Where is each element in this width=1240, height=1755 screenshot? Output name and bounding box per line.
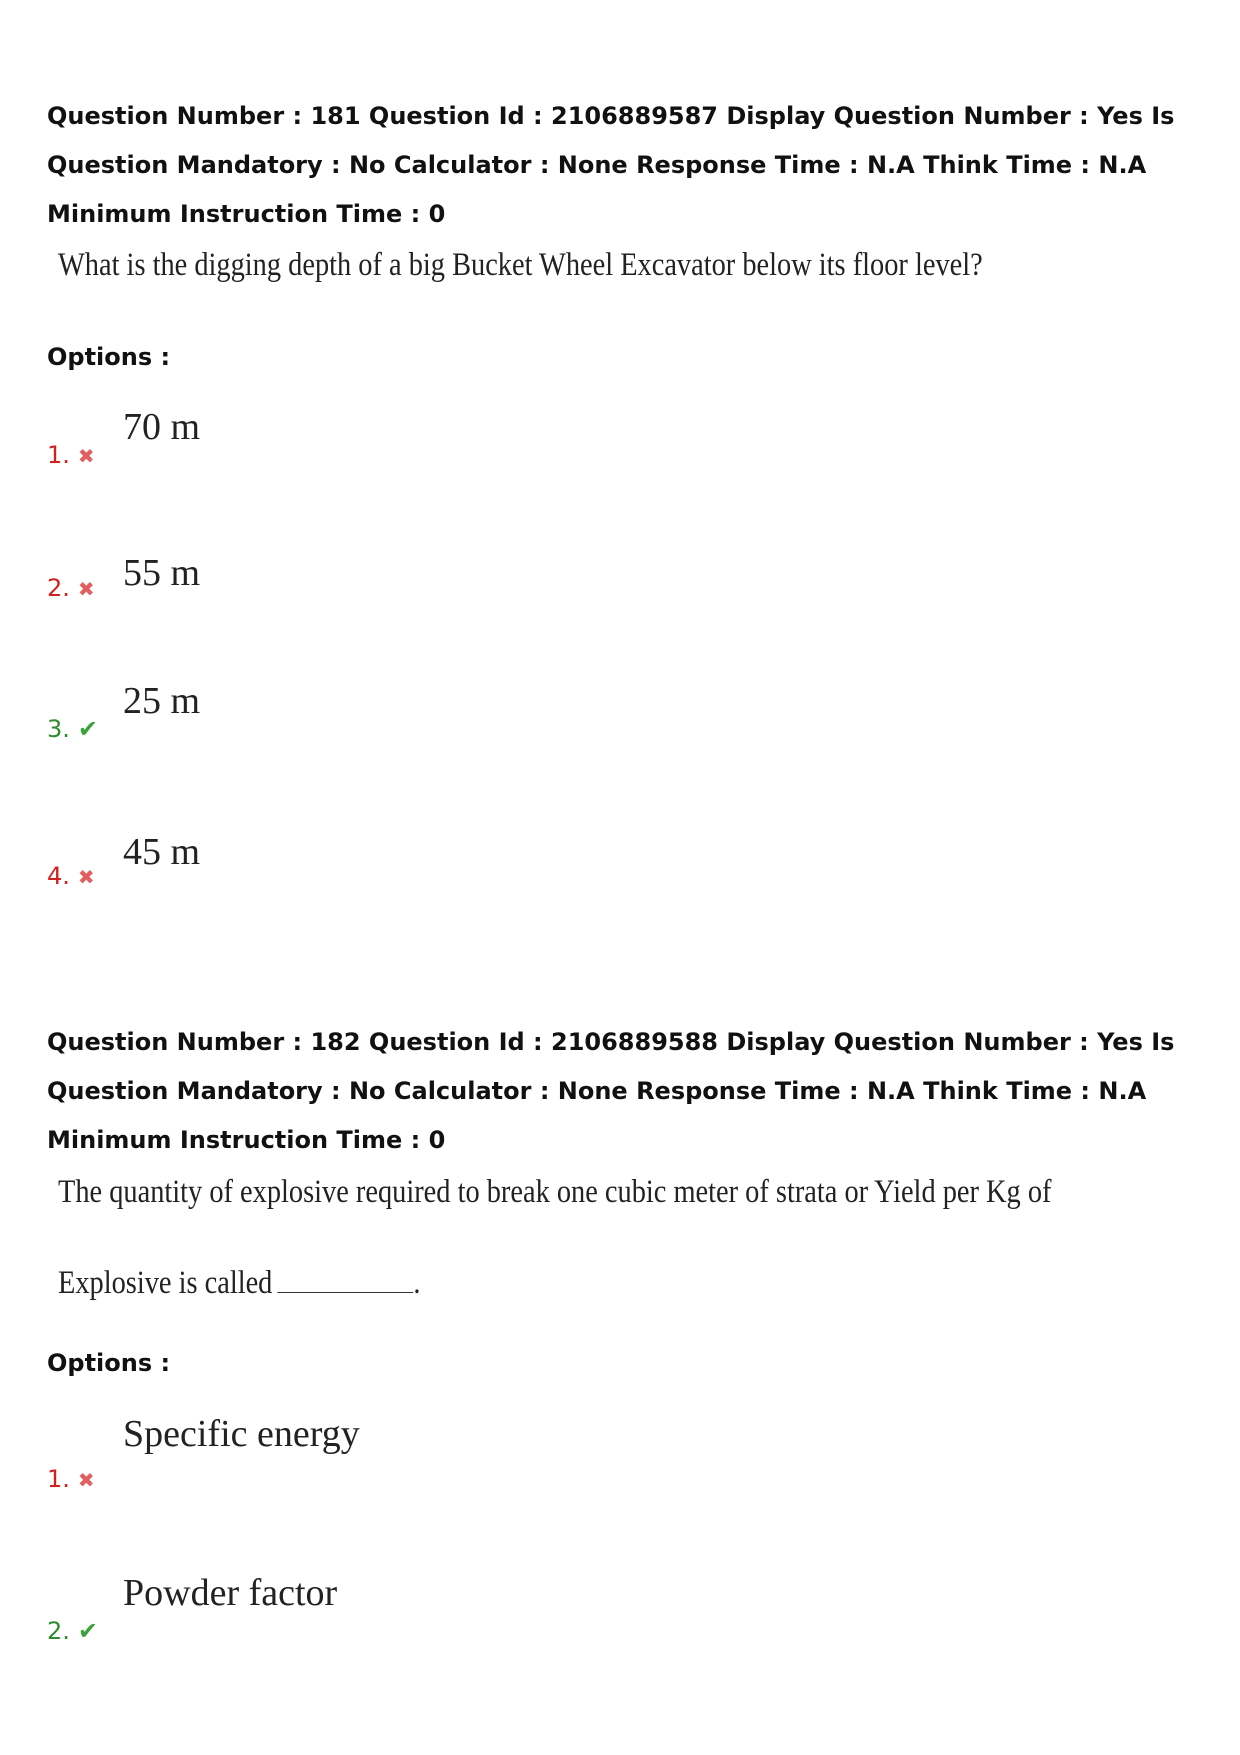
option-number <box>47 1465 95 1493</box>
option-number-text: 1. <box>47 1465 70 1493</box>
option-number <box>47 715 98 743</box>
cross-icon: ✖ <box>77 865 95 889</box>
option-text: 25 m <box>123 680 201 722</box>
option-number <box>47 862 95 890</box>
option-number <box>47 1617 98 1645</box>
option-number-text: 2. <box>47 1617 70 1645</box>
option-number <box>47 441 95 469</box>
check-icon: ✔ <box>77 715 99 743</box>
question-text-line2-text: Explosive is called <box>58 1265 273 1301</box>
option-number-text: 1. <box>47 441 70 469</box>
question-text: What is the digging depth of a big Bucket Wheel Excavator below its floor level? <box>58 247 983 283</box>
question-text: The quantity of explosive required to break one cubic meter of strata or Yield per Kg of <box>58 1174 1052 1210</box>
cross-icon: ✖ <box>77 1468 95 1492</box>
cross-icon: ✖ <box>77 577 95 601</box>
option-number <box>47 574 95 602</box>
option-text: Powder factor <box>123 1572 338 1614</box>
answer-blank <box>278 1270 414 1293</box>
option-text: 70 m <box>123 406 201 448</box>
question-text-line2-end: . <box>413 1265 421 1301</box>
check-icon: ✔ <box>77 1617 99 1645</box>
question-text-line2 <box>58 1265 421 1302</box>
option-text: 55 m <box>123 552 201 594</box>
options-label: Options : <box>47 1349 171 1377</box>
option-text: 45 m <box>123 831 201 873</box>
option-number-text: 4. <box>47 862 70 890</box>
question-meta: Question Number : 181 Question Id : 2106889587 Display Question Number : Yes Is Question Mandatory : No Calculator : None Response Time : N.A Think Time : N.A Minimum Instruction Time : 0 <box>47 102 1175 228</box>
options-label: Options : <box>47 343 171 371</box>
question-meta: Question Number : 182 Question Id : 2106889588 Display Question Number : Yes Is Question Mandatory : No Calculator : None Response Time : N.A Think Time : N.A Minimum Instruction Time : 0 <box>47 1028 1175 1154</box>
option-text: Specific energy <box>123 1413 360 1455</box>
option-number-text: 3. <box>47 715 70 743</box>
cross-icon: ✖ <box>77 444 95 468</box>
option-number-text: 2. <box>47 574 70 602</box>
